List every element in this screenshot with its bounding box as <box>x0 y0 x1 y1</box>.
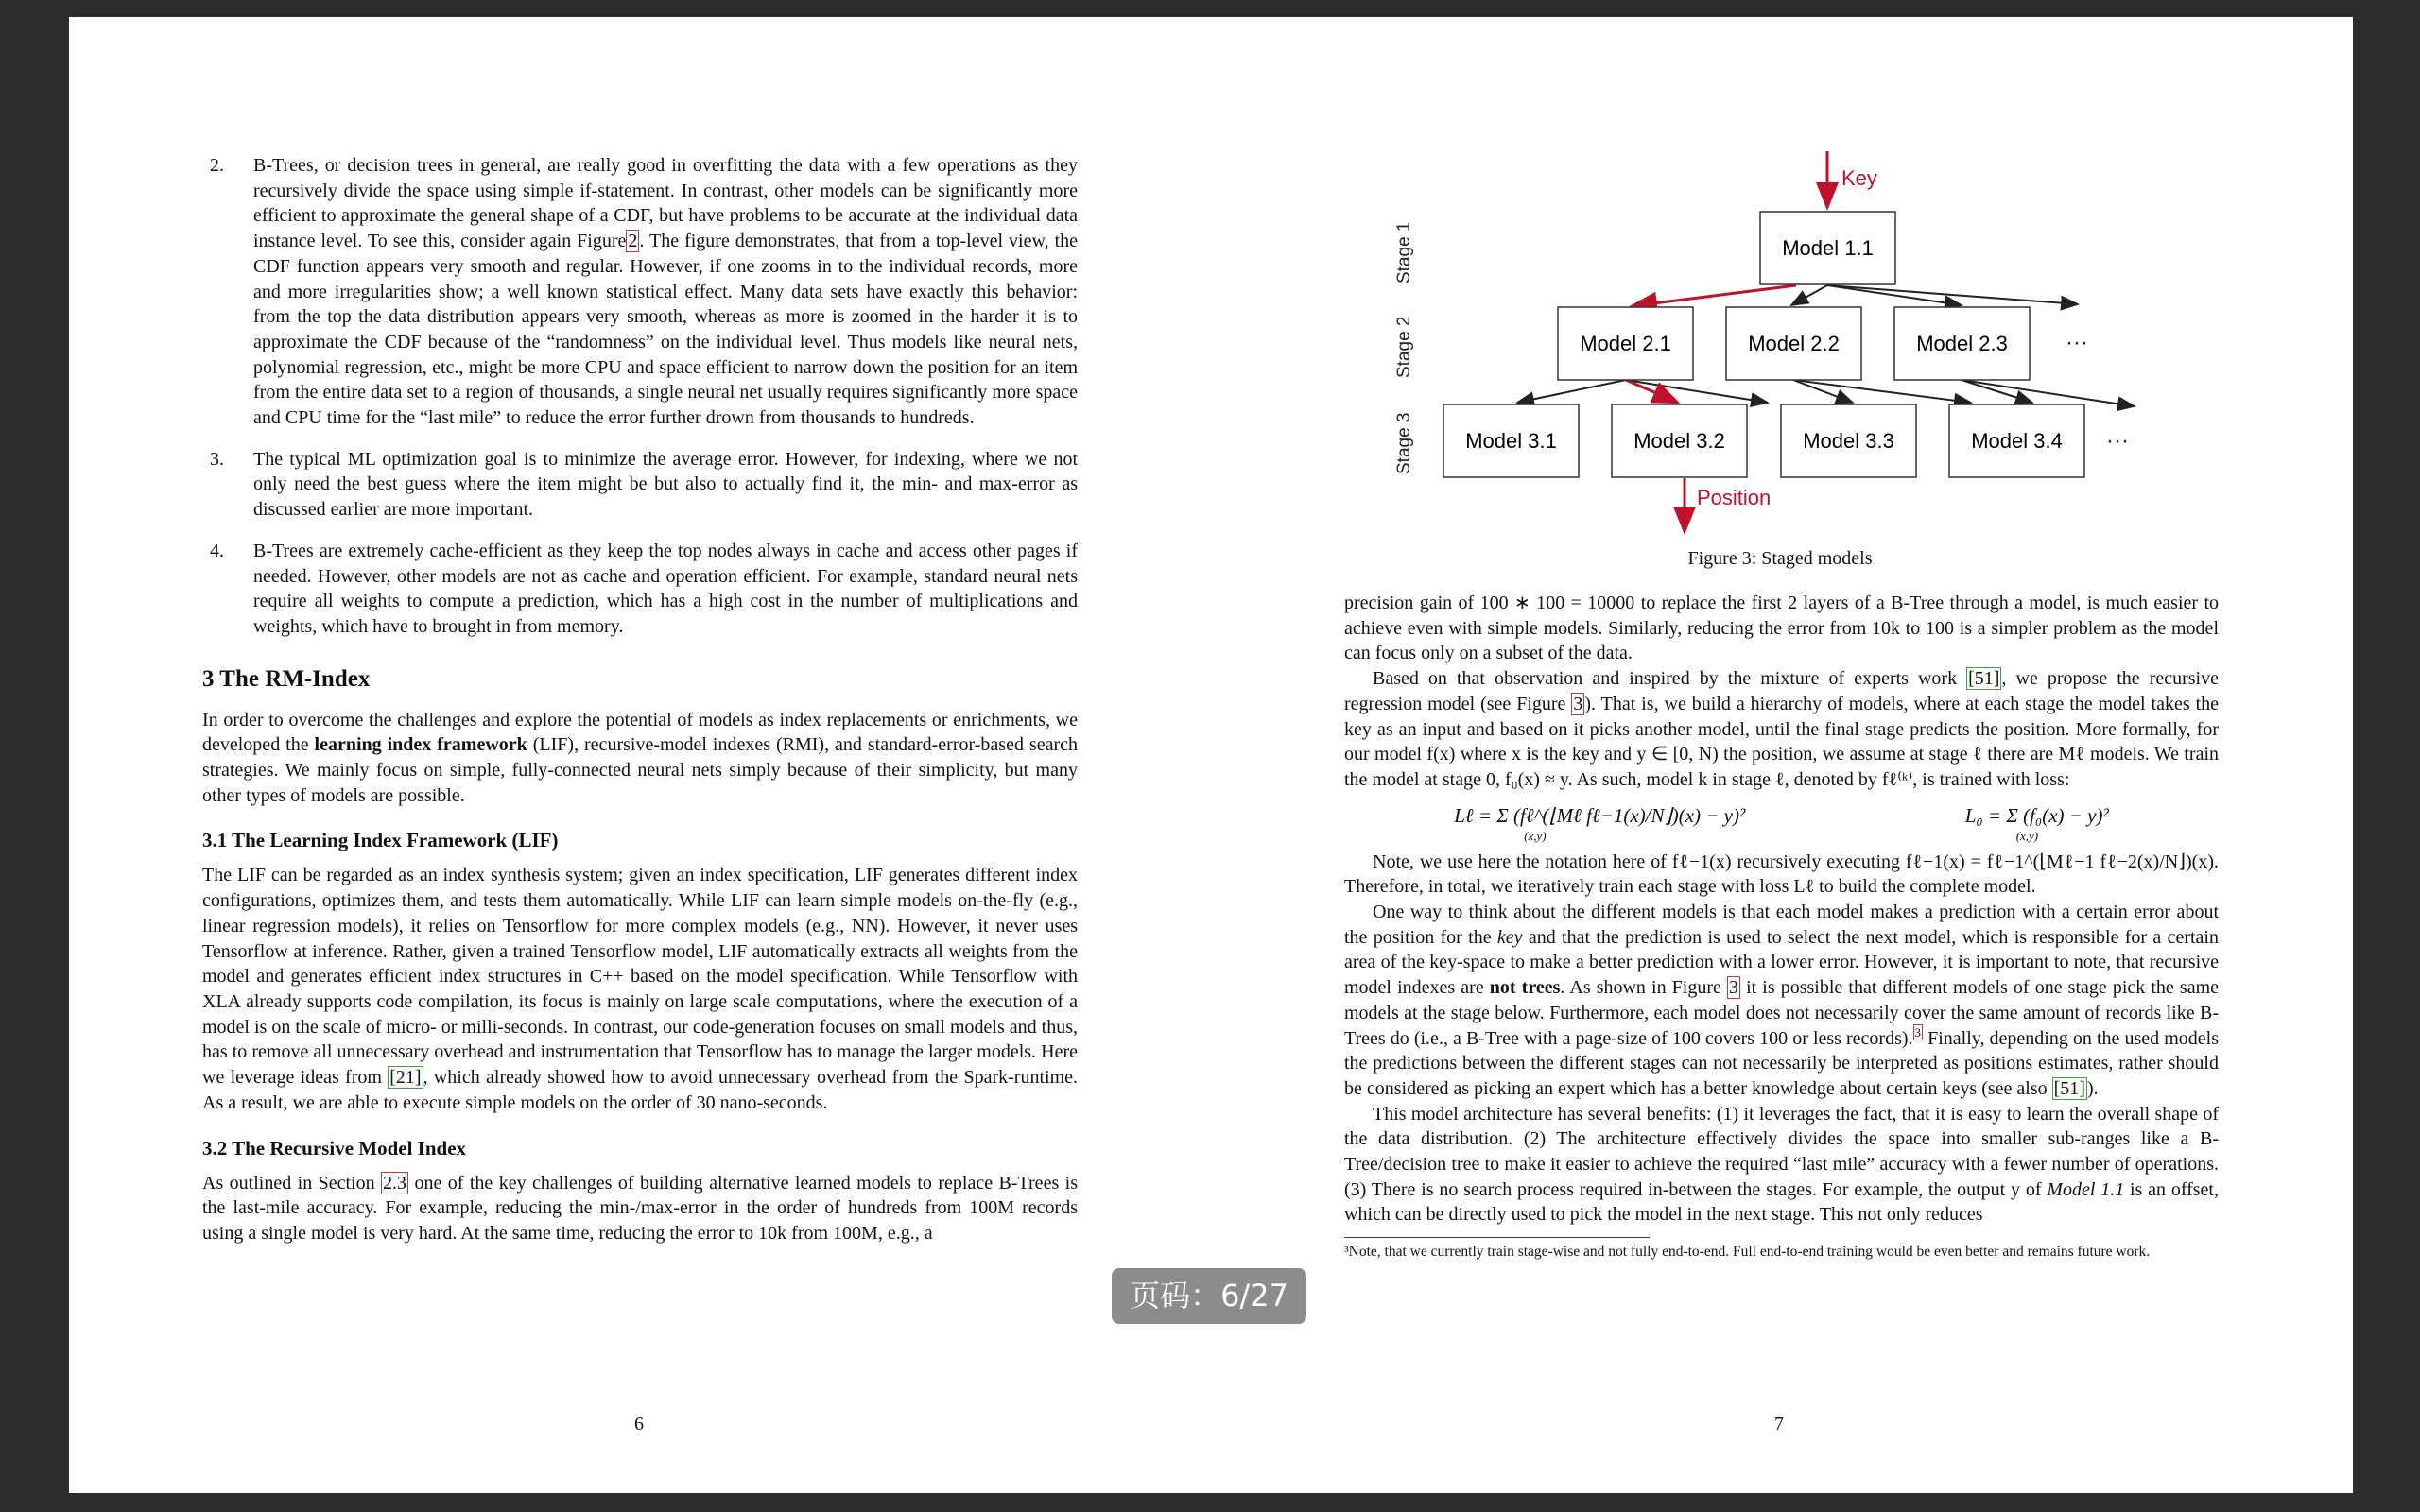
paragraph <box>1344 666 2219 793</box>
text: As outlined in Section <box>202 1172 382 1194</box>
model-label: Model 3.4 <box>1971 429 2063 453</box>
text: This model architecture has several benefits: (1) it leverages the fact, that it is easy to learn the overall shape of the data distribution. (2) The architecture effectively divides the space into smaller sub-ranges like a B-Tree/decision tree to make it easier to achieve the required “last mile” accuracy with a fewer number of operations. (3) There is no search process required in-between the stages. For example, the output y of <box>1344 1103 2219 1200</box>
text: Finally, depending on the used models the predictions between the different stages can not necessarily be interpreted as positions estimates, rather should be considered as picking an expert which has a better knowledge about certain keys (see also <box>1344 1027 2219 1099</box>
section-link[interactable]: 2.3 <box>383 1172 407 1194</box>
equation-l-0 <box>1965 802 2109 844</box>
section-heading-3: 3 The RM-Index <box>202 665 371 692</box>
sum-subscript: (x,y) <box>2015 828 2039 843</box>
stage-labels <box>1394 222 1414 475</box>
text: ). <box>2086 1077 2099 1099</box>
figure-link[interactable]: 3 <box>1729 977 1738 999</box>
equation-text: Lℓ = Σ (fℓ^(⌊Mℓ fℓ−1(x)/N⌋)(x) − y)² <box>1454 803 1746 827</box>
paragraph <box>202 863 1078 1115</box>
footnote: ³Note, that we currently train stage-wise and not fully end-to-end. Full end-to-end training would be even better and remains future work. <box>1344 1244 2151 1261</box>
page-number: 7 <box>1774 1414 1784 1435</box>
text: One way to think about the different models is that each model makes a prediction with a certain error about the position for the <box>1344 902 2219 948</box>
list-number: 3. <box>210 448 224 470</box>
stage-2-ellipsis: ··· <box>2066 330 2088 355</box>
text: Note, we use here the notation here of fℓ−1(x) recursively executing fℓ−1(x) = fℓ−1^(⌊Mℓ−1 fℓ−2(x)/N⌋)(x). Therefore, in total, we iteratively train each stage with loss Lℓ to build the complete model. <box>1344 850 2219 898</box>
model-label: Model 2.2 <box>1748 332 1840 355</box>
paragraph <box>202 708 1078 809</box>
stage-1-label: Stage 1 <box>1394 221 1414 284</box>
text: and that the prediction is used to select the next model, which is responsible for a certain area of the key-space to make a better prediction with a lower error. However, it is important to note, that recursive model indexes are <box>1344 926 2219 999</box>
equation-l-ell <box>1454 802 1745 844</box>
equation-text: L₀ = Σ (f₀(x) − y)² <box>1964 803 2109 827</box>
text: precision gain of 100 ∗ 100 = 10000 to replace the first 2 layers of a B-Tree through a model, is much easier to achieve even with simple models. Similarly, reducing the error from 10k to 100 is a simpler problem as the model can focus only on a subset of the data. <box>1344 593 2219 664</box>
bold-text: not trees <box>1489 977 1561 999</box>
paragraph <box>202 1171 1078 1246</box>
model-label: Model 1.1 <box>1782 236 1874 260</box>
model-label: Model 2.3 <box>1916 332 2008 355</box>
section-heading-3-2: 3.2 The Recursive Model Index <box>202 1136 467 1160</box>
citation-link[interactable]: [51] <box>1968 668 2000 690</box>
bold-text: learning index framework <box>314 734 527 756</box>
model-boxes <box>1443 212 2084 477</box>
paragraph <box>1344 1102 2219 1228</box>
key-label: Key <box>1841 166 1877 190</box>
footnote-rule <box>1344 1237 1650 1238</box>
text: Based on that observation and inspired by the mixture of experts work <box>1373 668 1967 690</box>
figure-link[interactable]: 3 <box>1573 693 1583 714</box>
text: B-Trees are extremely cache-efficient as they keep the top nodes always in cache and access other pages if needed. However, other models are not as cache and operation efficient. For example, standard neural nets require all weights to compute a prediction, which has a high cost in the number of multiplications and weights, which have to brought in from memory. <box>253 540 1078 637</box>
text: , which already showed how to avoid unnecessary overhead from the Spark-runtime. As a result, we are able to execute simple models on the order of 30 nano-seconds. <box>202 1067 1079 1113</box>
text: The LIF can be regarded as an index synthesis system; given an index specification, LIF generates different index configurations, optimizes them, and tests them automatically. While LIF can learn simple models on-the-fly (e.g., linear regression models), it relies on Tensorflow for more complex models (e.g., NN). However, it never uses Tensorflow at inference. Rather, given a trained Tensorflow model, LIF automatically extracts all weights from the model and generates efficient index structures in C++ based on the model specification. While Tensorflow with XLA already supports code compilation, its focus is mainly on large scale computations, where the execution of a model is on the scale of micro- or milli-seconds. In contrast, our code-generation focuses on small models and thus, has to remove all unnecessary overhead and instrumentation that Tensorflow has to manage the larger models. Here we leverage ideas from <box>202 865 1078 1089</box>
italic-text: key <box>1496 926 1523 948</box>
model-label: Model 3.1 <box>1465 429 1557 453</box>
text: The typical ML optimization goal is to minimize the average error. However, for indexing, where we not only need the best guess where the item might be but also to actually find it, the min- and max-error as discussed earlier are more important. <box>253 448 1078 521</box>
text: ). That is, we build a hierarchy of models, where at each stage the model takes the key as an input and based on it picks another model, until the final stage predicts the position. More formally, for our model f(x) where x is the key and y ∈ [0, N) the position, we assume at stage ℓ there are Mℓ models. We train the model at stage 0, f₀(x) ≈ y. As such, model k in stage ℓ, denoted by fℓ⁽ᵏ⁾, is trained with loss: <box>1344 693 2219 790</box>
text: (LIF), recursive-model indexes (RMI), and standard-error-based search strategies. We mainly focus on simple, fully-connected neural nets simply because of their simplicity, but many other types of models are possible. <box>202 734 1078 806</box>
figure-caption: Figure 3: Staged models <box>1687 548 1873 569</box>
page-number: 6 <box>634 1414 644 1435</box>
right-column <box>1344 591 2219 1262</box>
paragraph <box>1344 850 2219 900</box>
stage-2-label: Stage 2 <box>1394 316 1414 378</box>
text: . As shown in Figure <box>1560 977 1727 999</box>
footnote-link[interactable]: 3 <box>1914 1024 1922 1040</box>
equations <box>1344 802 2219 844</box>
stage-3-ellipsis: ··· <box>2106 428 2129 454</box>
position-label: Position <box>1697 486 1772 509</box>
figure-link[interactable]: 2 <box>628 231 638 252</box>
model-label: Model 3.2 <box>1634 429 1725 453</box>
text: it is possible that different models of one stage pick the same models at the stage below. Furthermore, each model does not necessarily cover the same amount of records like B-Trees do (i.e., a B-Tree with a page-size of 100 covers 100 or less records). <box>1344 977 2220 1049</box>
citation-link[interactable]: [51] <box>2053 1077 2085 1099</box>
sum-subscript: (x,y) <box>1524 828 1547 843</box>
text: B-Trees, or decision trees in general, are really good in overfitting the data with a few operations as they recursively divide the space using simple if-statement. In contrast, other models can be significantly more efficient to approximate the general shape of a CDF, but have problems to be accurate at the individual data instance level. To see this, consider again Figure <box>253 155 1078 252</box>
staged-models-figure <box>0 0 2284 586</box>
list-number: 4. <box>210 540 224 561</box>
model-label: Model 3.3 <box>1803 429 1894 453</box>
list-number: 2. <box>210 155 224 176</box>
stage-3-label: Stage 3 <box>1394 412 1414 474</box>
section-heading-3-1: 3.1 The Learning Index Framework (LIF) <box>202 829 559 852</box>
italic-text: Model 1.1 <box>2047 1178 2125 1200</box>
paragraph <box>1344 591 2219 666</box>
page-indicator-badge: 页码：6/27 <box>1112 1268 1306 1324</box>
text: is an offset, which can be directly used to pick the model in the next stage. This not only reduces <box>1344 1178 2219 1226</box>
paragraph <box>1344 900 2219 1102</box>
model-label: Model 2.1 <box>1580 332 1671 355</box>
text: . The figure demonstrates, that from a top-level view, the CDF function appears very smooth and regular. However, if one zooms in to the individual records, more and more irregularities show; a well known statistical effect. Many data sets have exactly this behavior: from the top the data distribution appears very smooth, whereas as more is zoomed in the harder it is to approximate the CDF because of the “randomness” on the individual level. Thus models like neural nets, polynomial regression, etc., might be more CPU and space efficient to narrow down the position for an item from the entire data set to a region of thousands, a single neural net usually requires significantly more space and CPU time for the “last mile” to reduce the error further drown from thousands to hundreds. <box>253 231 1078 429</box>
text: In order to overcome the challenges and explore the potential of models as index replacements or enrichments, we developed the <box>202 709 1078 756</box>
text: one of the key challenges of building alternative learned models to replace B-Trees is the last-mile accuracy. For example, reducing the min-/max-error in the order of hundreds from 100M records using a single model is very hard. At the same time, reducing the error to 10k from 100M, e.g., a <box>202 1172 1078 1244</box>
text: , we propose the recursive regression model (see Figure <box>1344 668 2219 714</box>
citation-link[interactable]: [21] <box>389 1067 422 1089</box>
